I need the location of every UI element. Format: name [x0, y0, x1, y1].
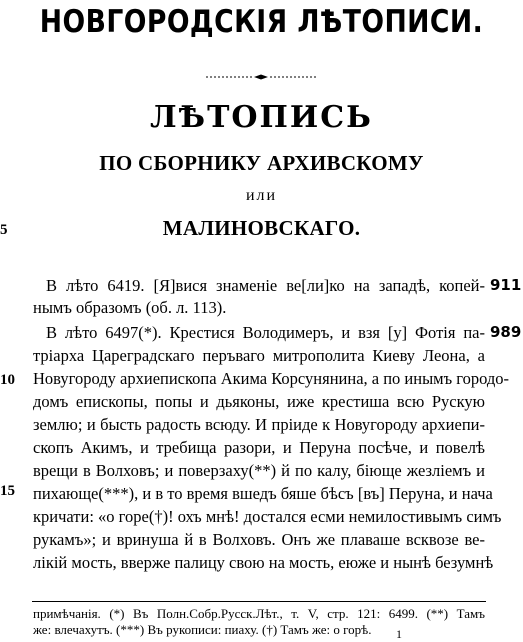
text-line: врещи в Волховъ; и поверзаху(**) й по калу, біюще жезліемъ и [33, 461, 485, 480]
margin-line-number: 5 [0, 222, 8, 238]
main-title: ЛѢТОПИСЬ [150, 100, 373, 135]
text-line: домъ епископы, попы и дьяконы, иже крестиша всю Рускую [33, 392, 485, 411]
text-line: пихающе(***), и в то время вшедъ бяше бѣсъ [въ] Перуна, и нача [33, 484, 493, 503]
subtitle-line-1: ПО СБОРНИКУ АРХИВСКОМУ [99, 151, 424, 175]
text-line: В лѣто 6419. [Я]вися знаменіе ве[ли]ко на западѣ, копей- [46, 276, 485, 295]
margin-line-number: 10 [0, 372, 15, 388]
footnote-line: примѣчанія. (*) Въ Полн.Собр.Русск.Лѣт., т. V, стр. 121: 6499. (**) Тамъ [33, 606, 485, 621]
text-line: Новугороду архиепископа Акима Корсунянина, а по инымъ городо- [33, 369, 510, 388]
running-title: НОВГОРОДСКІЯ ЛѢТОПИСИ. [39, 4, 484, 40]
footnote-line: же: влечахутъ. (***) Въ рукописи: пиаху. (†) Тамъ же: о горѣ. [33, 622, 372, 637]
text-line: землю; и бысть радость всюду. И пріиде к Новугороду архиепи- [33, 415, 485, 434]
text-line: рукамъ»; и вринуша й в Волховъ. Онъ же плаваше всквозе ве- [33, 530, 485, 549]
ornament-divider [206, 74, 316, 80]
page-number: 1 [396, 627, 402, 641]
margin-line-number: 15 [0, 483, 15, 499]
text-line: кричати: «о горе(†)! охъ мнѣ! достался есми немилостивымъ симъ [33, 507, 502, 526]
text-line: скопъ Акимъ, и требища разори, и Перуна посѣче, и повелѣ [33, 438, 485, 457]
subtitle-line-2: или [245, 187, 278, 204]
text-line: тріарха Цареградскаго перъваго митрополита Киеву Леона, а [33, 346, 485, 365]
margin-year-number: 989 [490, 323, 522, 341]
subtitle-line-3: МАЛИНОВСКАГО. [162, 216, 361, 240]
text-line: нымъ образомъ (об. л. 113). [33, 298, 227, 317]
footnote-rule [32, 601, 486, 602]
margin-year-number: 911 [490, 276, 522, 294]
text-line: В лѣто 6497(*). Крестися Володимеръ, и взя [у] Фотія па- [46, 323, 485, 342]
text-line: лікій мость, вверже палицу свою на мость, еюже и нынѣ безумнѣ [33, 553, 494, 572]
